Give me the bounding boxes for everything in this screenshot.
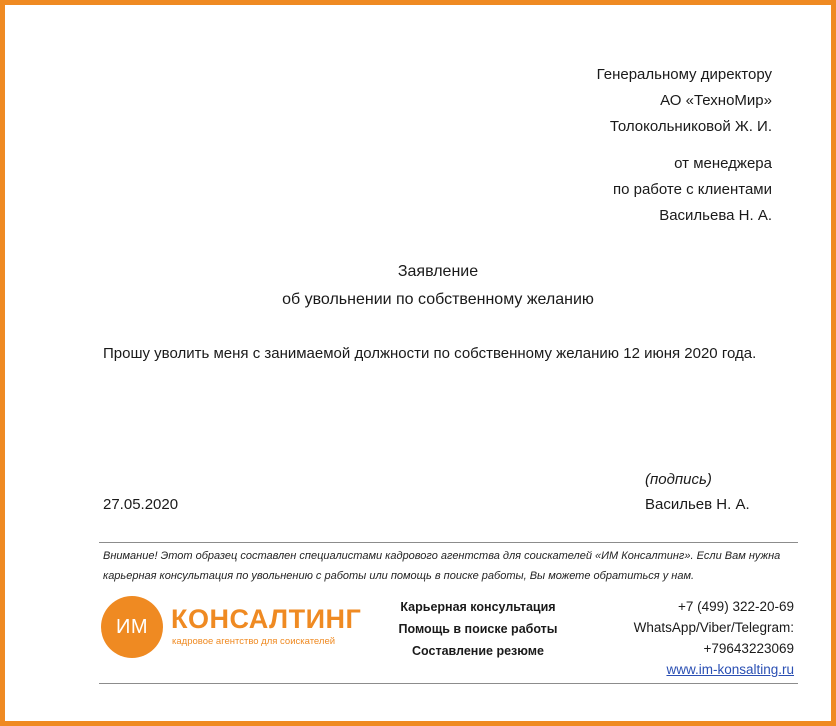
agency-logo xyxy=(101,596,371,658)
recipient-name: Толокольниковой Ж. И. xyxy=(609,118,772,135)
contact-messengers-label: WhatsApp/Viber/Telegram: xyxy=(633,620,794,635)
signature-name: Васильев Н. А. xyxy=(645,496,750,513)
sender-name: Васильева Н. А. xyxy=(659,207,772,224)
signature-label: (подпись) xyxy=(645,471,712,488)
request-text: Прошу уволить меня с занимаемой должности по собственному желанию 12 июня 2020 года. xyxy=(103,345,757,362)
recipient-company: АО «ТехноМир» xyxy=(660,92,772,109)
contact-phone: +7 (499) 322-20-69 xyxy=(678,599,794,614)
service-item: Составление резюме xyxy=(412,644,544,658)
sender-position: по работе с клиентами xyxy=(612,181,772,198)
website-link[interactable]: www.im-konsalting.ru xyxy=(666,662,794,677)
divider-bottom xyxy=(99,683,798,684)
document-date: 27.05.2020 xyxy=(103,496,179,513)
logo-wordmark: КОНСАЛТИНГ xyxy=(171,604,362,634)
title-subtitle: об увольнении по собственному желанию xyxy=(282,291,594,308)
logo-mark: ИМ xyxy=(101,596,163,658)
sender-block xyxy=(613,151,772,229)
agency-notice: Внимание! Этот образец составлен специалистами кадрового агентства для соискателей «ИМ Консалтинг». Если Вам нужна карьерная консультация по увольнению с работы или помощь в поиске работы, Вы можете обратиться у нам. xyxy=(103,550,781,582)
contacts-block xyxy=(634,596,794,680)
services-list xyxy=(378,596,578,662)
recipient-block xyxy=(597,62,772,140)
document-title xyxy=(0,258,836,314)
title-main: Заявление xyxy=(397,263,479,280)
logo-tagline: кадровое агентство для соискателей xyxy=(172,636,336,647)
service-item: Помощь в поиске работы xyxy=(398,622,558,636)
contact-mobile: +79643223069 xyxy=(703,641,794,656)
recipient-position: Генеральному директору xyxy=(596,66,772,83)
sender-prefix: от менеджера xyxy=(674,155,772,172)
service-item: Карьерная консультация xyxy=(400,600,556,614)
divider-top xyxy=(99,542,798,543)
